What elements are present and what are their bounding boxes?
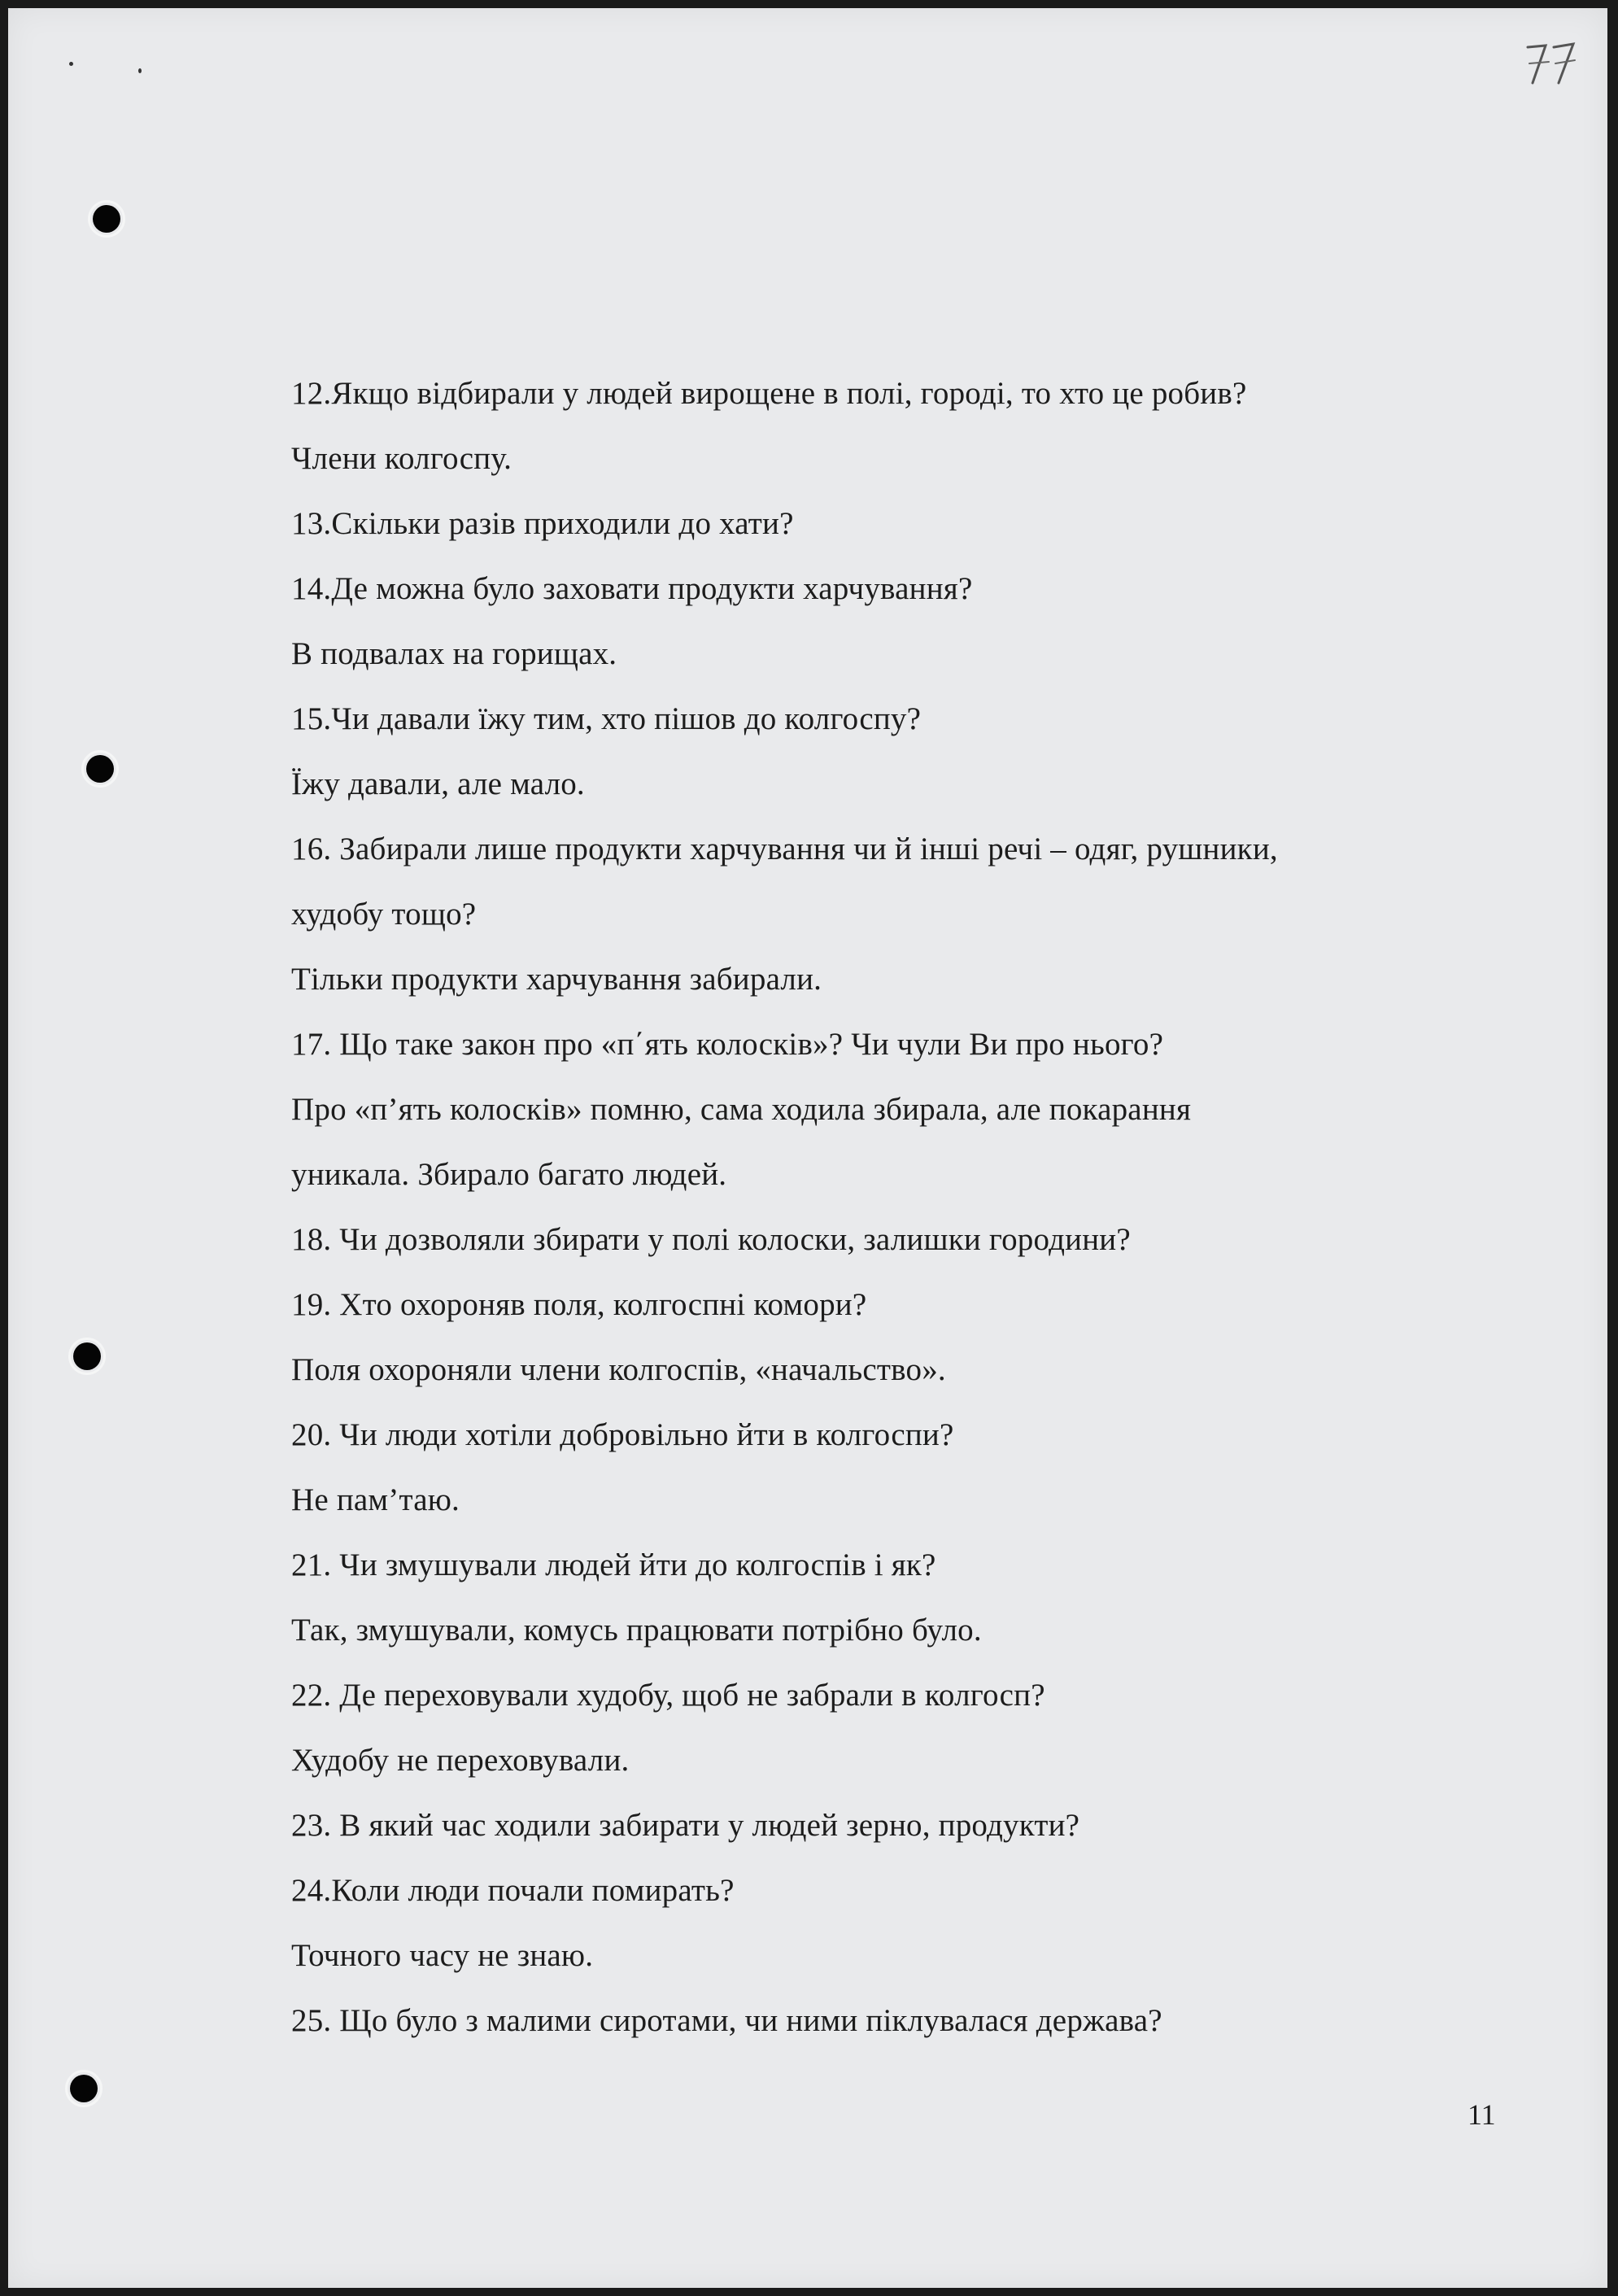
- handwritten-folio-number: [1524, 36, 1581, 93]
- text-line: В подвалах на горищах.: [291, 636, 617, 671]
- text-line: 23. В який час ходили забирати у людей зерно, продукти?: [291, 1808, 1080, 1843]
- document-page: [8, 8, 1607, 2288]
- text-line: 18. Чи дозволяли збирати у полі колоски, залишки городини?: [291, 1222, 1131, 1257]
- text-line: Точного часу не знаю.: [291, 1938, 594, 1973]
- text-line: Не пам’таю.: [291, 1482, 460, 1517]
- text-line: худобу тощо?: [291, 897, 477, 932]
- text-line: Худобу не переховували.: [291, 1743, 630, 1778]
- text-line: 20. Чи люди хотіли добровільно йти в колгоспи?: [291, 1417, 954, 1452]
- punch-hole: [70, 2075, 98, 2102]
- punch-hole: [86, 755, 114, 783]
- text-line: Їжу давали, але мало.: [291, 766, 585, 801]
- interview-text: [291, 361, 1528, 2054]
- text-line: 24.Коли люди почали помирать?: [291, 1873, 735, 1908]
- text-line: 21. Чи змушували людей йти до колгоспів і як?: [291, 1547, 936, 1582]
- text-line: Члени колгоспу.: [291, 441, 512, 476]
- text-line: 12.Якщо відбирали у людей вирощене в полі, городі, то хто це робив?: [291, 376, 1247, 411]
- punch-hole: [73, 1342, 101, 1370]
- speck-mark: [138, 68, 142, 73]
- text-line: Поля охороняли члени колгоспів, «начальство».: [291, 1352, 946, 1387]
- page-number: 11: [1468, 2098, 1496, 2131]
- text-line: 13.Скільки разів приходили до хати?: [291, 506, 794, 541]
- text-line: 22. Де переховували худобу, щоб не забрали в колгосп?: [291, 1678, 1045, 1713]
- text-line: Так, змушували, комусь працювати потрібно було.: [291, 1613, 982, 1648]
- speck-mark: [69, 62, 73, 66]
- text-line: Про «п’ять колосків» помню, сама ходила збирала, але покарання: [291, 1092, 1192, 1127]
- punch-hole: [93, 205, 120, 233]
- text-line: уникала. Збирало багато людей.: [291, 1157, 727, 1192]
- text-line: Тільки продукти харчування забирали.: [291, 962, 822, 997]
- text-line: 17. Що таке закон про «п΄ять колосків»? Чи чули Ви про нього?: [291, 1027, 1164, 1062]
- text-line: 25. Що було з малими сиротами, чи ними піклувалася держава?: [291, 2003, 1162, 2038]
- text-line: 15.Чи давали їжу тим, хто пішов до колгоспу?: [291, 701, 922, 736]
- text-line: 19. Хто охороняв поля, колгоспні комори?: [291, 1287, 867, 1322]
- text-line: 16. Забирали лише продукти харчування чи й інші речі – одяг, рушники,: [291, 832, 1278, 866]
- text-line: 14.Де можна було заховати продукти харчування?: [291, 571, 973, 606]
